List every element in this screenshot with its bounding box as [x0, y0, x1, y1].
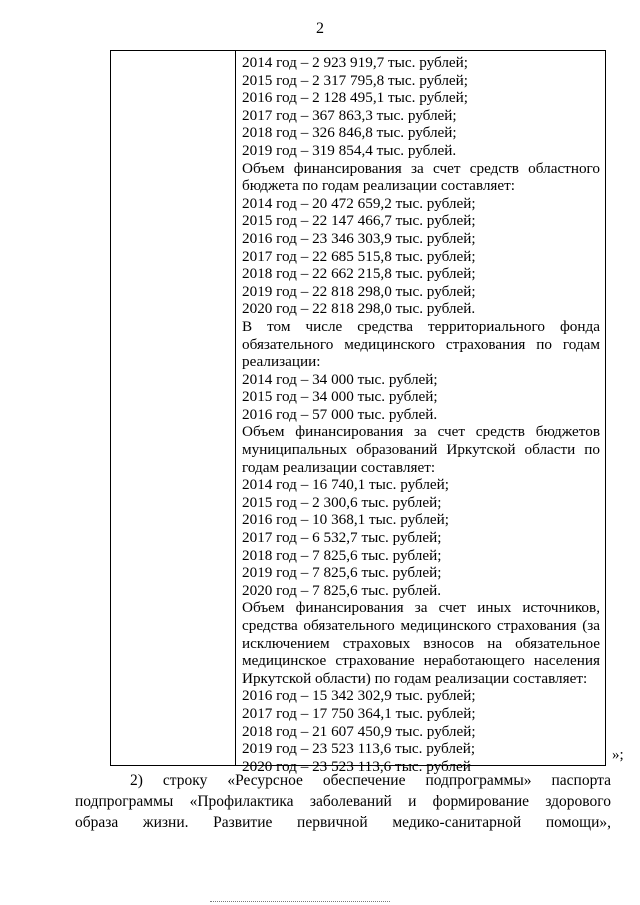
body-line-1: 2) строку «Ресурсное обеспечение подпрограммы» паспорта [130, 772, 611, 789]
table-value-cell [242, 54, 600, 775]
table-line: 2016 год – 2 128 495,1 тыс. рублей; [242, 89, 469, 107]
table-line: 2020 год – 7 825,6 тыс. рублей. [242, 581, 442, 599]
table-line: 2018 год – 21 607 450,9 тыс. рублей; [242, 722, 476, 740]
body-line-3: образа жизни. Развитие первичной медико-санитарной помощи», [75, 814, 611, 831]
closing-quote-mark: »; [612, 747, 624, 763]
table-line: Объем финансирования за счет иных источников, [242, 599, 600, 617]
table-line: 2014 год – 2 923 919,7 тыс. рублей; [242, 54, 469, 71]
table-line: бюджета по годам реализации составляет: [242, 177, 515, 195]
table-line: 2015 год – 22 147 466,7 тыс. рублей; [242, 212, 476, 230]
table-line: 2016 год – 23 346 303,9 тыс. рублей; [242, 229, 476, 247]
table-line: муниципальных образований Иркутской области по [242, 441, 600, 459]
table-line: 2019 год – 7 825,6 тыс. рублей; [242, 564, 442, 582]
table-line: 2017 год – 22 685 515,8 тыс. рублей; [242, 247, 476, 265]
table-line: 2016 год – 57 000 тыс. рублей. [242, 405, 438, 423]
table-line: 2015 год – 2 317 795,8 тыс. рублей; [242, 71, 469, 89]
table-line: 2017 год – 367 863,3 тыс. рублей; [242, 106, 457, 124]
table-line: 2014 год – 34 000 тыс. рублей; [242, 370, 438, 388]
table-line: исключением страховых взносов на обязательное [242, 634, 600, 652]
table-line: медицинское страхование неработающего населения [242, 652, 600, 670]
table-line: Иркутской области) по годам реализации составляет: [242, 669, 588, 687]
resource-table [110, 50, 606, 775]
table-line: обязательного медицинского страхования по годам [242, 335, 600, 353]
table-line: 2019 год – 319 854,4 тыс. рублей. [242, 141, 457, 159]
table-line: 2017 год – 6 532,7 тыс. рублей; [242, 529, 442, 547]
table-line: 2020 год – 23 523 113,6 тыс. рублей [242, 757, 471, 775]
table-line: 2016 год – 15 342 302,9 тыс. рублей; [242, 687, 476, 705]
table-line: средства обязательного медицинского страхования (за [242, 617, 600, 634]
table-line: 2019 год – 23 523 113,6 тыс. рублей; [242, 740, 476, 758]
table-line: 2014 год – 20 472 659,2 тыс. рублей; [242, 194, 476, 212]
footer-rule [210, 901, 390, 902]
table-line: Объем финансирования за счет средств бюджетов [242, 423, 600, 441]
table-line: Объем финансирования за счет средств областного [242, 159, 600, 177]
table-column-divider [235, 51, 236, 765]
table-line: 2016 год – 10 368,1 тыс. рублей; [242, 511, 450, 529]
table-line: 2018 год – 7 825,6 тыс. рублей; [242, 546, 442, 564]
table-line: 2014 год – 16 740,1 тыс. рублей; [242, 476, 450, 494]
table-line: 2019 год – 22 818 298,0 тыс. рублей; [242, 282, 476, 300]
table-line: 2015 год – 2 300,6 тыс. рублей; [242, 493, 442, 511]
page-number: 2 [316, 20, 324, 37]
table-line: 2018 год – 22 662 215,8 тыс. рублей; [242, 265, 476, 283]
table-line: В том числе средства территориального фонда [242, 317, 600, 335]
table-line: 2017 год – 17 750 364,1 тыс. рублей; [242, 704, 476, 722]
table-line: реализации: [242, 353, 321, 371]
table-line: 2018 год – 326 846,8 тыс. рублей; [242, 124, 457, 142]
table-line: 2015 год – 34 000 тыс. рублей; [242, 388, 438, 406]
body-paragraph [75, 770, 611, 833]
table-line: 2020 год – 22 818 298,0 тыс. рублей. [242, 300, 476, 318]
body-line-2: подпрограммы «Профилактика заболеваний и формирование здорового [75, 793, 611, 810]
table-line: годам реализации составляет: [242, 458, 436, 476]
